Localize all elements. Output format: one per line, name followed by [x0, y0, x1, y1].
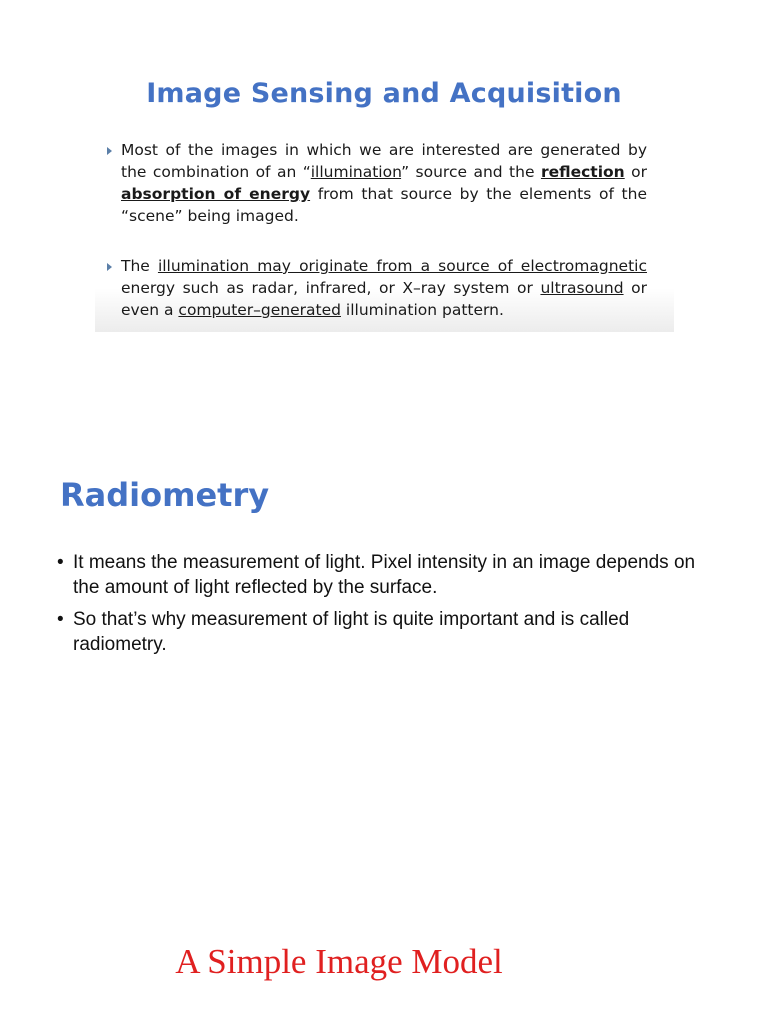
- panel-bullet-2: [107, 255, 647, 321]
- bullet-dot-icon: •: [57, 552, 64, 573]
- list-item: [57, 550, 697, 600]
- screenshot-panel: [95, 134, 674, 332]
- list-item: [57, 607, 697, 657]
- underlined-term: illumination may originate from a source of electromagnetic: [157, 257, 647, 275]
- bold-underlined-term: reflection: [540, 163, 625, 181]
- triangle-bullet-icon: [107, 147, 112, 155]
- list-item-text: It means the measurement of light. Pixel intensity in an image depends on the amount of light reflected by the surface.: [73, 552, 696, 598]
- underlined-term: illumination: [310, 163, 402, 181]
- panel-bullet-2-text: The illumination may originate from a source of electromagnetic energy such as radar, infrared, or X–ray system or ultrasound or even a computer–generated illumination pattern.: [121, 257, 647, 319]
- bold-underlined-term: absorption of energy: [121, 185, 311, 203]
- list-item-text: So that’s why measurement of light is quite important and is called radiometry.: [73, 609, 630, 655]
- triangle-bullet-icon: [107, 263, 112, 271]
- underlined-term: ultrasound: [540, 279, 624, 297]
- slide2-title: Radiometry: [60, 476, 270, 514]
- panel-bullet-1-text: Most of the images in which we are interested are generated by the combination of an “illumination” source and the reflection or absorption of energy from that source by the elements of the “scene” being imaged.: [121, 141, 647, 225]
- radiometry-bullet-list: [57, 550, 697, 664]
- slide3-title: A Simple Image Model: [175, 942, 503, 981]
- panel-bullet-1: [107, 139, 647, 227]
- slide1-title: Image Sensing and Acquisition: [146, 78, 622, 109]
- underlined-term: computer–generated: [178, 301, 341, 319]
- bullet-dot-icon: •: [57, 609, 64, 630]
